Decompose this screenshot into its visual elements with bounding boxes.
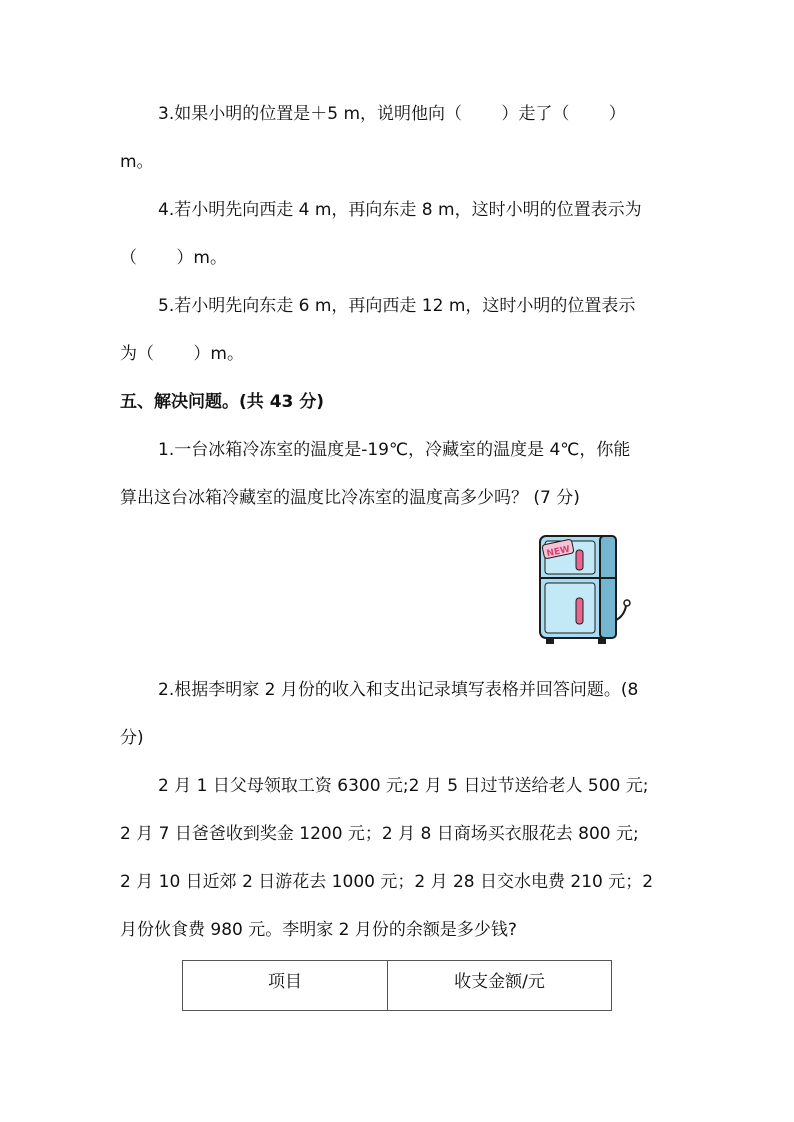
question-4-line-1: 4.若小明先向西走 4 m，再向东走 8 m，这时小明的位置表示为: [158, 200, 642, 220]
problem-2-line-3: 2 月 1 日父母领取工资 6300 元;2 月 5 日过节送给老人 500 元;: [158, 776, 649, 796]
income-expense-table: [182, 960, 612, 1011]
problem-1-line-2: 算出这台冰箱冷藏室的温度比冷冻室的温度高多少吗？ (7 分): [120, 488, 580, 508]
fridge-handle: [576, 598, 583, 624]
problem-1-line-1: 1.一台冰箱冷冻室的温度是-19℃，冷藏室的温度是 4℃，你能: [158, 440, 631, 460]
question-4-line-2: （ ）m。: [120, 248, 227, 268]
refrigerator-illustration: [532, 530, 644, 648]
freezer-handle: [576, 550, 583, 570]
power-plug: [624, 600, 630, 606]
problem-2-line-6: 月份伙食费 980 元。李明家 2 月份的余额是多少钱?: [120, 920, 517, 940]
problem-2-line-4: 2 月 7 日爸爸收到奖金 1200 元；2 月 8 日商场买衣服花去 800 元;: [120, 824, 639, 844]
section-heading: 五、解决问题。(共 43 分): [120, 392, 325, 412]
fridge-left-foot: [546, 637, 554, 644]
new-badge-text: NEW: [545, 544, 572, 560]
problem-2-line-5: 2 月 10 日近郊 2 日游花去 1000 元；2 月 28 日交水电费 210 元；2: [120, 872, 654, 892]
question-3-line-2: m。: [120, 152, 154, 172]
fridge-side-panel: [600, 536, 616, 638]
power-cord: [616, 606, 626, 620]
fridge-door: [545, 583, 595, 633]
fridge-right-foot: [598, 637, 606, 644]
header-amount: 收支金额/元: [388, 961, 612, 1011]
problem-2-line-1: 2.根据李明家 2 月份的收入和支出记录填写表格并回答问题。(8: [158, 680, 639, 700]
problem-2-line-2: 分): [120, 728, 144, 748]
question-5-line-1: 5.若小明先向东走 6 m，再向西走 12 m，这时小明的位置表示: [158, 296, 636, 316]
question-3-line-1: 3.如果小明的位置是＋5 m，说明他向（ ）走了（ ）: [158, 104, 626, 124]
table-header-row: [183, 961, 612, 1011]
header-item: 项目: [183, 961, 388, 1011]
question-5-line-2: 为（ ）m。: [120, 344, 244, 364]
